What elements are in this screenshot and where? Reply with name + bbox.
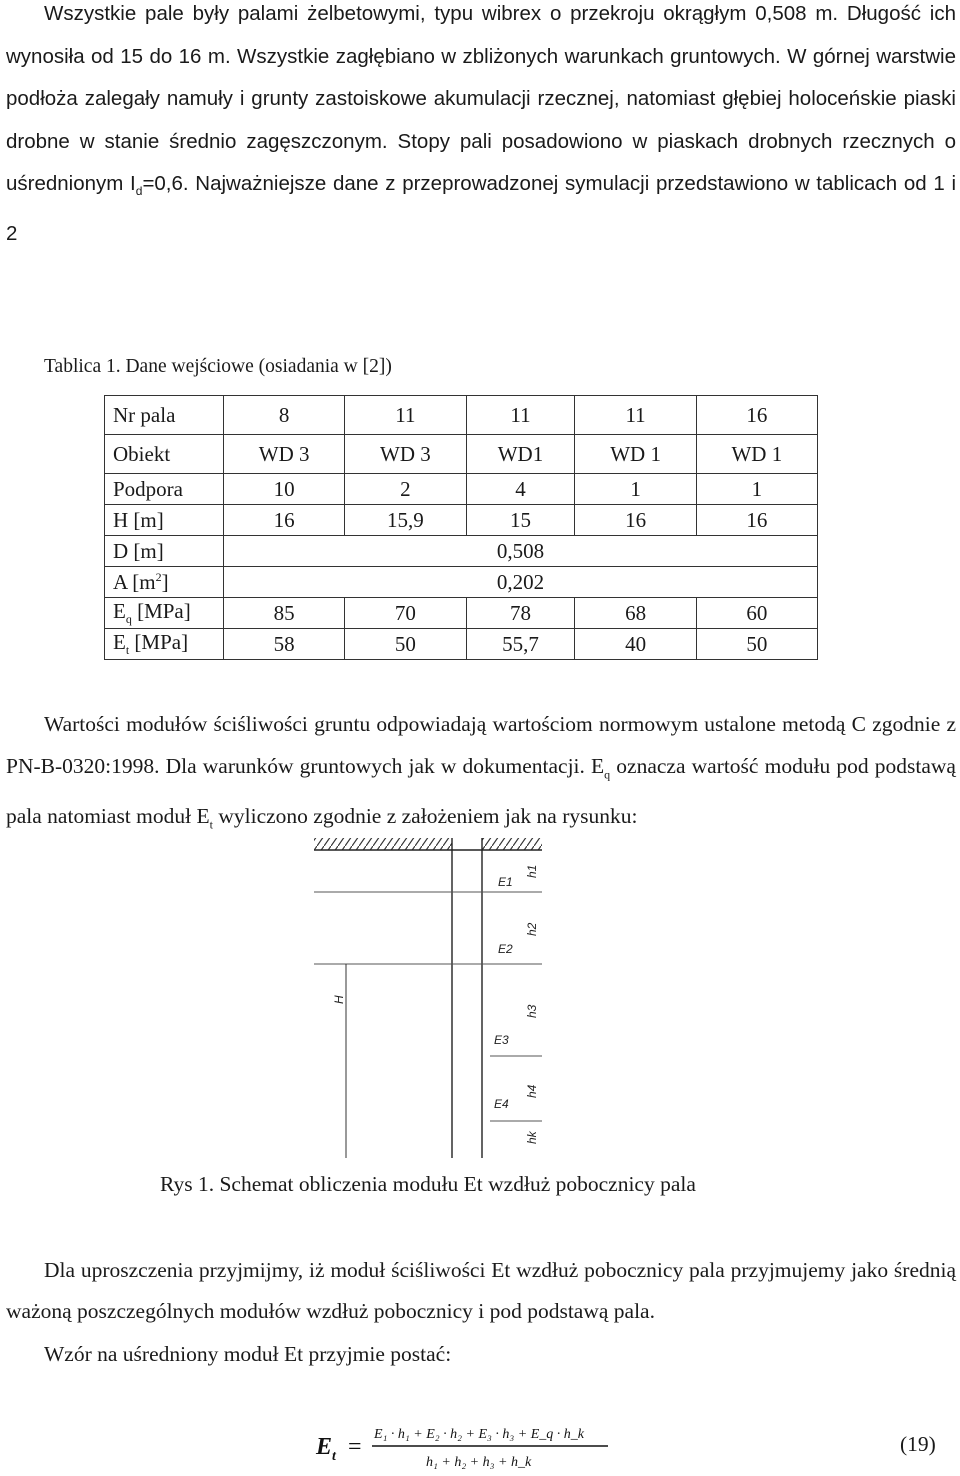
label-h4: h4 [525,1084,539,1098]
table-row-podpora [105,474,818,505]
merged-cell: 0,202 [224,567,818,598]
table-cell: 60 [696,598,817,629]
table-row-d [105,536,818,567]
intro-text-end: =0,6. Najważniejsze dane z przeprowadzonej symulacji przedstawiono w tablicach od 1 i 2 [6,172,956,245]
table-cell: WD 1 [696,435,817,474]
table-cell: 16 [575,505,696,536]
label-h3: h3 [525,1004,539,1018]
formula-denominator: h₁ + h₂ + h₃ + h_k [426,1455,532,1470]
table-row-a [105,567,818,598]
table-cell: 68 [575,598,696,629]
para-text: oznacza wartość modułu pod podstawą pala natomiast moduł E [6,754,956,829]
formula-equals: = [348,1434,362,1460]
table-cell: 50 [345,629,466,660]
equation-number: (19) [900,1432,936,1456]
simplification-paragraph: Dla uproszczenia przyjmijmy, iż moduł ściśliwości Et wzdłuż pobocznicy pala przyjmujemy jako średnią ważoną poszczególnych modułów wzdłuż pobocznicy i pod podstawą pala. [6,1258,956,1323]
intro-paragraph [6,0,956,255]
row-label: Nr pala [105,396,224,435]
label-e3: E3 [494,1033,509,1047]
averaged-modulus-formula [312,1418,612,1474]
row-label: H [m] [105,505,224,536]
table-cell: 55,7 [466,629,575,660]
label-e1: E1 [498,875,513,889]
subscript-q: q [604,767,611,782]
formula-lhs: E [316,1434,333,1460]
table-cell: WD 3 [224,435,345,474]
table-row-obiekt [105,435,818,474]
label-h2: h2 [525,922,539,936]
table-cell: 1 [696,474,817,505]
ground-hatch-left [314,838,452,850]
table-cell: 2 [345,474,466,505]
intro-text: Wszystkie pale były palami żelbetowymi, typu wibrex o przekroju okrągłym 0,508 m. Długość ich wynosiła od 15 do 16 m. Wszystkie zagłębiano w zbliżonych warunkach gruntowych. W górnej warstwie podłoża zalegały namuły i grunty zastoiskowe akumulacji rzecznej, natomiast głębiej holoceńskie piaski drobne w stanie średnio zagęszczonym. Stopy pali posadowiono w piaskach drobnych rzecznych o uśrednionym I [6,2,956,195]
label-text: A [m [113,569,156,594]
formula-numerator: E₁ · h₁ + E₂ · h₂ + E₃ · h₃ + E_q · h_k [374,1427,584,1442]
subscript-t: t [209,817,213,832]
label-h1: h1 [525,864,539,878]
table-cell: 78 [466,598,575,629]
table-cell: 11 [575,396,696,435]
table-row-et [105,629,818,660]
table-cell: WD 3 [345,435,466,474]
table-cell: 16 [224,505,345,536]
table-cell: 15,9 [345,505,466,536]
formula-intro: Wzór na uśredniony moduł Et przyjmie postać: [44,1342,452,1366]
para-text: wyliczono zgodnie z założeniem jak na rysunku: [212,804,638,829]
table-cell: 50 [696,629,817,660]
label-h: H [332,995,346,1004]
merged-cell: 0,508 [224,536,818,567]
label-text-end: [MPa] [129,629,189,654]
label-text: E [113,629,126,654]
label-hk: hk [525,1131,539,1144]
row-label: Obiekt [105,435,224,474]
table-cell: 8 [224,396,345,435]
label-e4: E4 [494,1097,509,1111]
table-cell: 40 [575,629,696,660]
table-cell: 4 [466,474,575,505]
subscript-t: t [125,643,130,658]
input-data-table [104,395,818,660]
table-cell: 58 [224,629,345,660]
subscript-d: d [135,184,143,199]
row-label [105,567,224,598]
table-cell: 85 [224,598,345,629]
row-label: D [m] [105,536,224,567]
table-cell: 10 [224,474,345,505]
para-text: Wartości modułów ściśliwości gruntu odpowiadają wartościom normowym ustalone metodą C zgodnie z PN-B-0320:1998. Dla warunków gruntowych jak w dokumentacji. E [6,712,956,778]
subscript-q: q [125,612,132,627]
table-caption: Tablica 1. Dane wejściowe (osiadania w [2]) [44,356,392,377]
row-label [105,629,224,660]
table-cell: WD 1 [575,435,696,474]
table-cell: 1 [575,474,696,505]
table-cell: 11 [345,396,466,435]
label-text-end: [MPa] [131,598,191,623]
table-row-nr-pala [105,396,818,435]
table-cell: WD1 [466,435,575,474]
row-label: Podpora [105,474,224,505]
table-cell: 15 [466,505,575,536]
table-cell: 16 [696,505,817,536]
superscript-2: 2 [155,569,162,584]
formula-lhs-sub: t [332,1449,336,1464]
table-cell: 70 [345,598,466,629]
table-cell: 16 [696,396,817,435]
moduli-paragraph [6,703,956,846]
label-text-end: ] [161,569,169,594]
table-row-h [105,505,818,536]
row-label [105,598,224,629]
label-e2: E2 [498,942,513,956]
figure-caption: Rys 1. Schemat obliczenia modułu Et wzdłuż pobocznicy pala [160,1172,696,1196]
ground-hatch-right [482,838,542,850]
label-text: E [113,598,126,623]
table-row-eq [105,598,818,629]
table-cell: 11 [466,396,575,435]
pile-scheme-figure [310,836,570,1158]
